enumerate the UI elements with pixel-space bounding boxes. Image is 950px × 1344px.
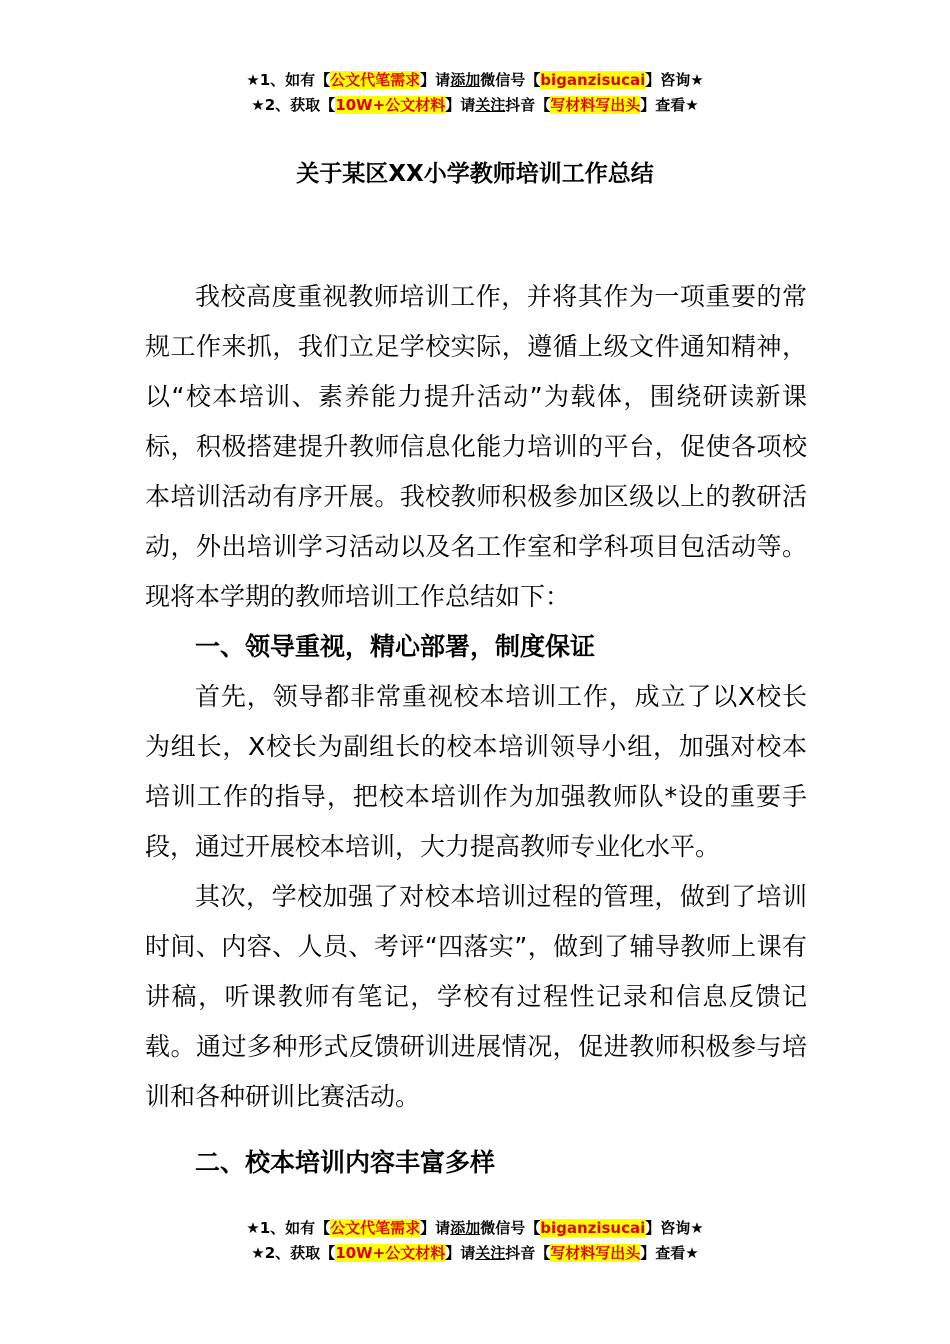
banner-line-1: ★1、如有【公文代笔需求】请添加微信号【biganzisucai】咨询★: [246, 71, 704, 89]
paragraph-intro: 我校高度重视教师培训工作，并将其作为一项重要的常规工作来抓，我们立足学校实际，遵循上级文件通知精神，以“校本培训、素养能力提升活动”为载体，围绕研读新课标，积极搭建提升教师信息化能力培训的平台，促使各项校本培训活动有序开展。我校教师积极参加区级以上的教研活动，外出培训学习活动以及名工作室和学科项目包活动等。现将本学期的教师培训工作总结如下：: [145, 282, 807, 611]
document-title: 关于某区XX小学教师培训工作总结: [296, 161, 654, 187]
banner-line-1: ★1、如有【公文代笔需求】请添加微信号【biganzisucai】咨询★: [246, 1219, 704, 1237]
paragraph-first: 首先，领导都非常重视校本培训工作，成立了以X校长为组长，X校长为副组长的校本培训领导小组，加强对校本培训工作的指导，把校本培训作为加强教师队*设的重要手段，通过开展校本培训，大力提高教师专业化水平。: [145, 682, 807, 861]
top-banner: [0, 68, 950, 118]
banner-line-2: ★2、获取【10W+公文材料】请关注抖音【写材料写出头】查看★: [251, 96, 699, 114]
banner-highlight: 写材料写出头: [550, 1244, 641, 1262]
paragraph-second: 其次，学校加强了对校本培训过程的管理，做到了培训时间、内容、人员、考评“四落实”，做到了辅导教师上课有讲稿，听课教师有笔记，学校有过程性记录和信息反馈记载。通过多种形式反馈研训进展情况，促进教师积极参与培训和各种研训比赛活动。: [145, 882, 807, 1111]
banner-highlight: biganzisucai: [540, 1219, 646, 1237]
bottom-banner: [0, 1216, 950, 1266]
document-body: [145, 272, 807, 1188]
banner-highlight: 写材料写出头: [550, 96, 641, 114]
banner-highlight: 10W+公文材料: [335, 96, 446, 114]
banner-highlight: 公文代笔需求: [330, 71, 421, 89]
banner-highlight: biganzisucai: [540, 71, 646, 89]
banner-highlight: 公文代笔需求: [330, 1219, 421, 1237]
section-heading-2: 二、校本培训内容丰富多样: [195, 1148, 496, 1177]
section-heading-1: 一、领导重视，精心部署，制度保证: [195, 632, 596, 661]
banner-highlight: 10W+公文材料: [335, 1244, 446, 1262]
banner-line-2: ★2、获取【10W+公文材料】请关注抖音【写材料写出头】查看★: [251, 1244, 699, 1262]
